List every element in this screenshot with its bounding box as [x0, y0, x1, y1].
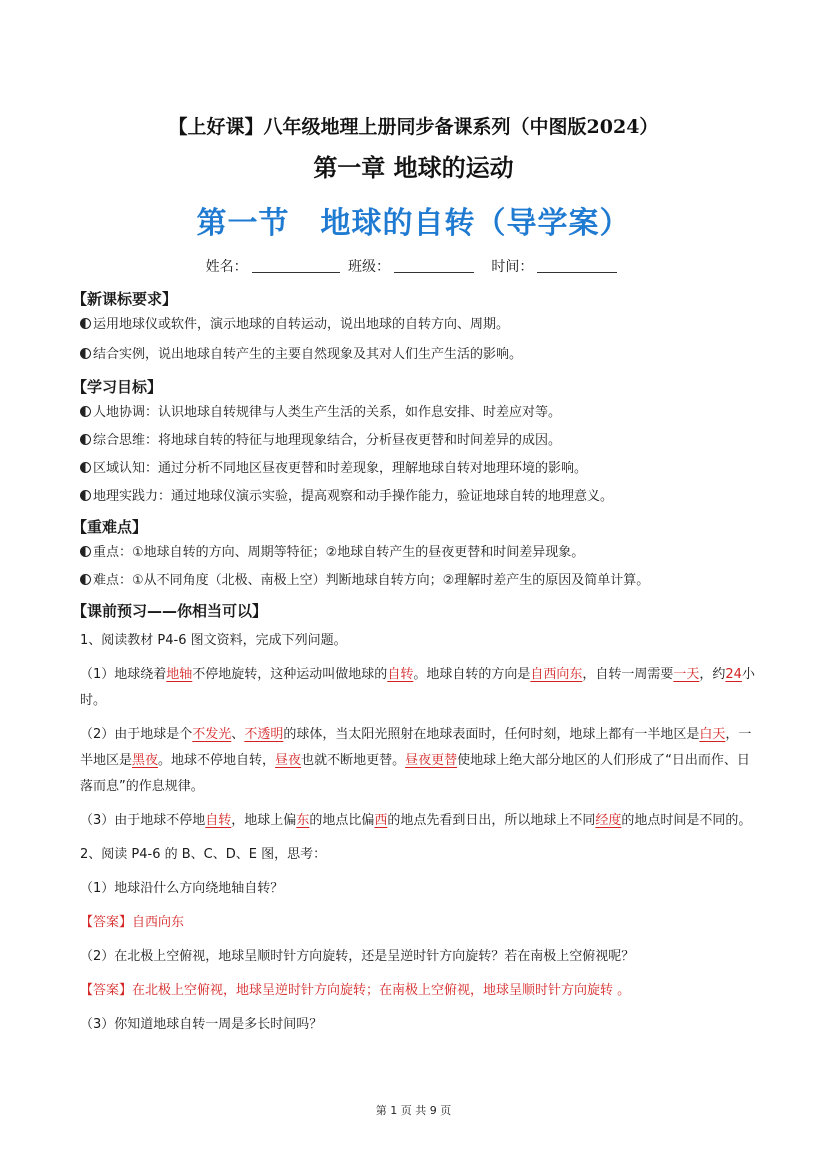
half-circle-icon	[80, 318, 91, 329]
key-point-item: 难点：①从不同角度（北极、南极上空）判断地球自转方向；②理解时差产生的原因及简单计算。	[80, 570, 760, 592]
half-circle-icon	[80, 348, 91, 359]
answer-blank: 24	[725, 667, 742, 682]
preview-heading: 【课前预习——你相当可以】	[72, 602, 268, 620]
chapter-title: 第一章 地球的运动	[313, 154, 514, 182]
answer-blank: 昼夜	[275, 753, 302, 768]
half-circle-icon	[80, 406, 91, 417]
answer-blank: 地轴	[166, 667, 193, 682]
main-content	[72, 282, 760, 1046]
half-circle-icon	[80, 574, 91, 585]
question-1-part-2: （2）由于地球是个不发光、不透明的球体，当太阳光照射在地球表面时，任何时刻，地球上都有一半地区是白天，一半地区是黑夜。地球不停地自转，昼夜也就不断地更替。昼夜更替使地球上绝大部分地区的人们形成了“日出而作、日落而息”的作息规律。	[80, 727, 752, 794]
question-2-intro: 2、阅读 P4-6 的 B、C、D、E 图，思考：	[80, 847, 327, 862]
page-footer: 第 1 页 共 9 页	[375, 1104, 452, 1117]
key-point-item: 重点：①地球自转的方向、周期等特征；②地球自转产生的昼夜更替和时间差异现象。	[80, 542, 760, 564]
answer-2-part-2: 【答案】在北极上空俯视，地球呈逆时针方向旋转；在南极上空俯视，地球呈顺时针方向旋转 。	[80, 983, 631, 998]
class-blank	[394, 258, 474, 273]
question-1-part-3: （3）由于地球不停地自转，地球上偏东的地点比偏西的地点先看到日出，所以地球上不同经度的地点时间是不同的。	[80, 813, 752, 828]
question-1-part-1: （1）地球绕着地轴不停地旋转，这种运动叫做地球的自转。地球自转的方向是自西向东，自转一周需要一天，约24小时。	[80, 667, 755, 708]
answer-blank: 白天	[699, 727, 726, 742]
question-2-part-2: （2）在北极上空俯视，地球呈顺时针方向旋转，还是呈逆时针方向旋转？若在南极上空俯视呢？	[80, 949, 635, 964]
half-circle-icon	[80, 546, 91, 557]
answer-blank: 一天	[673, 667, 700, 682]
answer-blank: 自转	[205, 813, 232, 828]
key-points-heading: 【重难点】	[72, 518, 148, 536]
series-title: 【上好课】八年级地理上册同步备课系列（中图版2024）	[168, 116, 659, 138]
half-circle-icon	[80, 434, 91, 445]
name-blank	[252, 258, 340, 273]
half-circle-icon	[80, 490, 91, 501]
answer-blank: 黑夜	[132, 753, 159, 768]
section-title: 第一节 地球的自转（导学案）	[196, 206, 631, 241]
answer-blank: 东	[296, 813, 310, 828]
question-2-part-1: （1）地球沿什么方向绕地轴自转？	[80, 881, 284, 896]
answer-blank: 经度	[595, 813, 622, 828]
answer-blank: 西	[374, 813, 388, 828]
standards-heading: 【新课标要求】	[72, 290, 178, 308]
time-blank	[537, 258, 617, 273]
student-info-line	[0, 256, 827, 276]
standards-item: 结合实例，说出地球自转产生的主要自然现象及其对人们生产生活的影响。	[80, 344, 760, 366]
answer-blank: 自西向东	[530, 667, 583, 682]
answer-blank: 不透明	[244, 727, 284, 742]
time-label: 时间：	[491, 259, 534, 275]
objective-item: 地理实践力：通过地球仪演示实验，提高观察和动手操作能力，验证地球自转的地理意义。	[80, 486, 760, 508]
name-label: 姓名：	[205, 259, 248, 275]
answer-blank: 昼夜更替	[405, 753, 458, 768]
class-label: 班级：	[348, 259, 391, 275]
question-1-intro: 1、阅读教材 P4-6 图文资料，完成下列问题。	[80, 633, 347, 648]
standards-item: 运用地球仪或软件，演示地球的自转运动，说出地球的自转方向、周期。	[80, 314, 760, 336]
objective-item: 人地协调：认识地球自转规律与人类生产生活的关系，如作息安排、时差应对等。	[80, 402, 760, 424]
answer-blank: 自转	[387, 667, 414, 682]
objective-item: 综合思维：将地球自转的特征与地理现象结合，分析昼夜更替和时间差异的成因。	[80, 430, 760, 452]
question-2-part-3: （3）你知道地球自转一周是多长时间吗？	[80, 1017, 323, 1032]
objective-item: 区域认知：通过分析不同地区昼夜更替和时差现象，理解地球自转对地理环境的影响。	[80, 458, 760, 480]
half-circle-icon	[80, 462, 91, 473]
objectives-heading: 【学习目标】	[72, 378, 163, 396]
answer-2-part-1: 【答案】自西向东	[80, 915, 185, 930]
answer-blank: 不发光	[192, 727, 232, 742]
